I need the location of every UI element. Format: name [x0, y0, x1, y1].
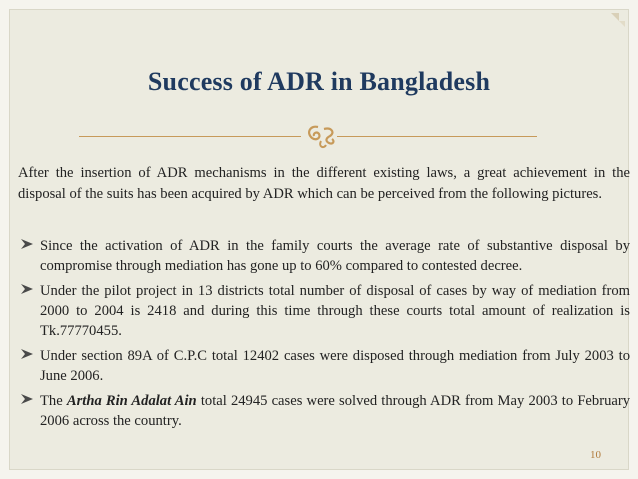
list-item: [18, 236, 630, 276]
bullet-list: [18, 236, 630, 436]
bullet-text: Under section 89A of C.P.C total 12402 cases were disposed through mediation from July 2003 to June 2006.: [40, 348, 630, 384]
bullet-text: Since the activation of ADR in the family courts the average rate of substantive disposal by compromise through mediation has gone up to 60% compared to contested decree.: [40, 238, 630, 274]
slide-title: Success of ADR in Bangladesh: [147, 67, 491, 96]
corner-triangle-icon: [589, 9, 629, 49]
list-item: [18, 281, 630, 341]
title-divider: [79, 125, 537, 149]
divider-line-right: [337, 136, 537, 137]
intro-paragraph: After the insertion of ADR mechanisms in the different existing laws, a great achievement in the disposal of the suits has been acquired by ADR which can be perceived from the following pictures.: [18, 165, 630, 202]
divider-line-left: [79, 136, 301, 137]
arrow-bullet-icon: [20, 392, 34, 406]
list-item: [18, 346, 630, 386]
arrow-bullet-icon: [20, 237, 34, 251]
bullet-text: Under the pilot project in 13 districts total number of disposal of cases by way of mediation from 2000 to 2004 is 2418 and during this time through these courts total amount of realization is Tk.77770455.: [40, 283, 630, 339]
bullet-text-suffix: total 24945 cases were solved through ADR from May 2003 to February 2006 across the country.: [40, 393, 630, 429]
bullet-text-prefix: The: [40, 393, 67, 409]
list-item: [18, 391, 630, 431]
act-name-emphasis: Artha Rin Adalat Ain: [66, 393, 197, 409]
flourish-icon: [304, 121, 338, 151]
arrow-bullet-icon: [20, 347, 34, 361]
arrow-bullet-icon: [20, 282, 34, 296]
page-number: 10: [590, 449, 601, 461]
